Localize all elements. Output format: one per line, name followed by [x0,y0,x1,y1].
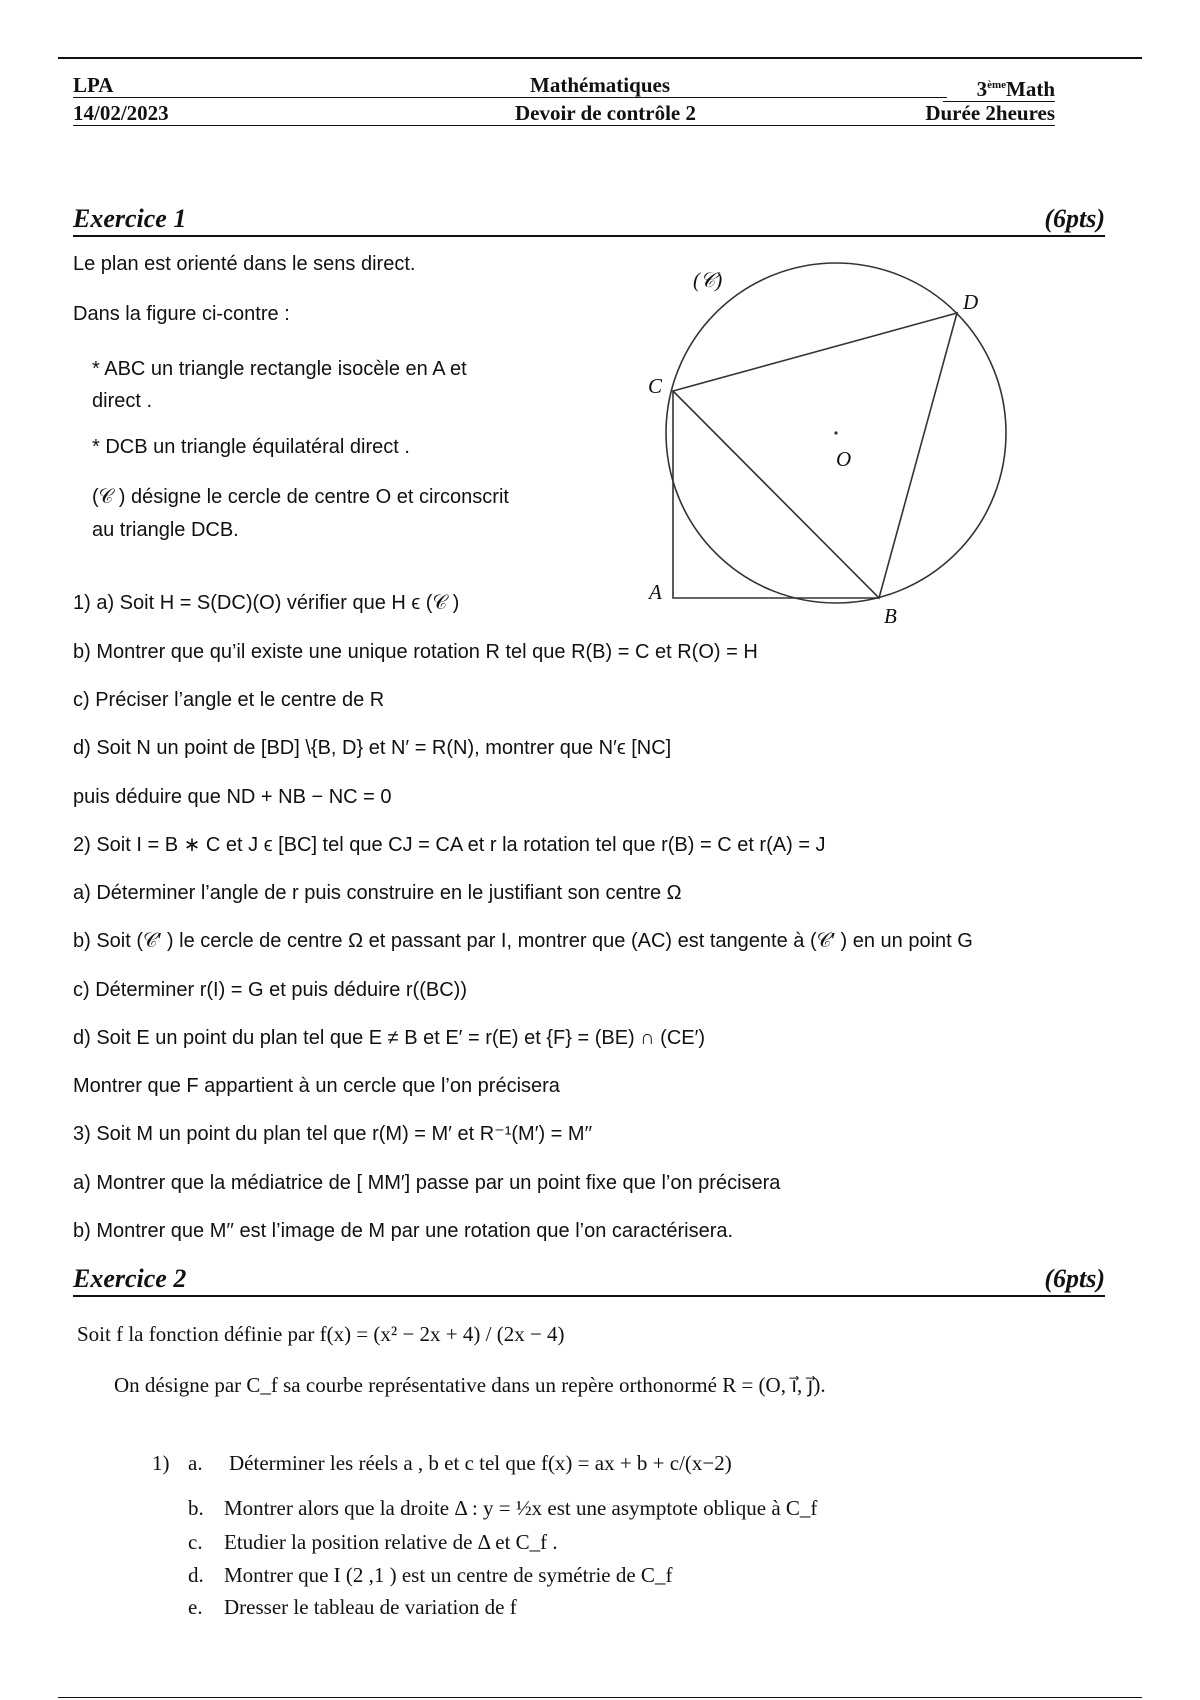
top-rule [58,57,1142,59]
exercise1-title [73,204,1105,237]
ex1-line-21: b) Montrer que M′′ est l’image de M par une rotation que l’on caractérisera. [73,1220,734,1242]
exercise1-points: (6pts) [1044,204,1105,233]
duration-text: Durée 2heures [925,101,1055,125]
circle-c [666,263,1006,603]
label-d: D [963,290,979,314]
ex1-line-15: b) Soit (𝒞′ ) le cercle de centre Ω et passant par I, montrer que (AC) est tangente à (𝒞′ ) en un point G [73,930,973,952]
ex1-line-16: c) Déterminer r(I) = G et puis déduire r((BC)) [73,979,467,1001]
center-point-o [834,431,837,434]
ex1-line-9: b) Montrer que qu’il existe une unique rotation R tel que R(B) = C et R(O) = H [73,641,758,663]
exercise2-title-text: Exercice 2 [73,1264,187,1293]
ex2-item-a-text: Déterminer les réels a , b et c tel que f(x) = ax + b + c/(x−2) [229,1451,732,1475]
ex1-line-10: c) Préciser l’angle et le centre de R [73,689,385,711]
header-duration [893,101,1055,126]
bottom-rule [58,1697,1142,1698]
date-text: 14/02/2023 [73,101,169,125]
ex2-item-c-text: Etudier la position relative de Δ et C_f . [224,1530,558,1554]
ex1-line-14: a) Déterminer l’angle de r puis construire en le justifiant son centre Ω [73,882,682,904]
label-c: C [648,374,663,398]
triangle-dcb [673,313,957,598]
class-number: 3 [976,77,988,101]
exercise2-points: (6pts) [1044,1264,1105,1293]
ex2-item-e-text: Dresser le tableau de variation de f [224,1595,517,1619]
ex1-line-17: d) Soit E un point du plan tel que E ≠ B et E′ = r(E) et {F} = (BE) ∩ (CE′) [73,1027,706,1049]
ex1-line-6: (𝒞 ) désigne le cercle de centre O et circonscrit [92,486,509,508]
ex1-line-11: d) Soit N un point de [BD] \{B, D} et N′ = R(N), montrer que N′ϵ [NC] [73,737,672,759]
header-class [943,73,1055,102]
triangle-abc-sides [673,391,879,598]
ex2-item-c-letter: c. [188,1530,203,1554]
ex1-line-13: 2) Soit I = B ∗ C et J ϵ [BC] tel que CJ = CA et r la rotation tel que r(B) = C et r(A) = J [73,834,826,856]
header-school [73,73,523,98]
ex2-item-b-text: Montrer alors que la droite Δ : y = ½x est une asymptote oblique à C_f [224,1496,818,1520]
ex1-line-18: Montrer que F appartient à un cercle que l’on précisera [73,1075,560,1097]
ex2-intro2: On désigne par C_f sa courbe représentative dans un repère orthonormé R = (O, i⃗, j⃗). [114,1373,826,1397]
class-text: Math [1006,77,1055,101]
ex1-line-8: 1) a) Soit H = S(DC)(O) vérifier que H ϵ (𝒞 ) [73,592,460,614]
label-a: A [649,580,662,604]
ex1-line-7: au triangle DCB. [92,519,239,541]
ex1-line-5: * DCB un triangle équilatéral direct . [92,436,410,458]
exam-text: Devoir de contrôle 2 [515,101,696,125]
school-text: LPA [73,73,114,97]
ex2-item-d-text: Montrer que I (2 ,1 ) est un centre de symétrie de C_f [224,1563,673,1587]
ex2-item-b-letter: b. [188,1496,204,1520]
label-o: O [836,447,852,471]
ex2-item-d-letter: d. [188,1563,204,1587]
ex1-line-2: Dans la figure ci-contre : [73,303,290,325]
ex2-item-a-letter: a. [188,1451,203,1475]
ex2-intro: Soit f la fonction définie par f(x) = (x² − 2x + 4) / (2x − 4) [77,1322,565,1346]
header-date [73,101,523,126]
ex2-q1-number: 1) [152,1451,170,1475]
ex1-line-12: puis déduire que ND + NB − NC = 0 [73,786,392,808]
class-sup: ème [987,79,1006,91]
label-b: B [884,604,897,628]
ex1-line-20: a) Montrer que la médiatrice de [ MM′] passe par un point fixe que l’on précisera [73,1172,781,1194]
ex1-line-19: 3) Soit M un point du plan tel que r(M) = M′ et R⁻¹(M′) = M′′ [73,1123,593,1145]
exercise2-title [73,1264,1105,1297]
subject-text: Mathématiques [530,73,670,97]
header-subject [523,73,947,98]
label-circle: (𝒞) [693,268,723,292]
ex1-line-4: direct . [92,390,153,412]
ex1-line-3: * ABC un triangle rectangle isocèle en A et [92,358,467,380]
ex1-line-1: Le plan est orienté dans le sens direct. [73,253,416,275]
ex2-item-e-letter: e. [188,1595,203,1619]
exercise1-title-text: Exercice 1 [73,204,187,233]
header-exam [515,101,893,126]
